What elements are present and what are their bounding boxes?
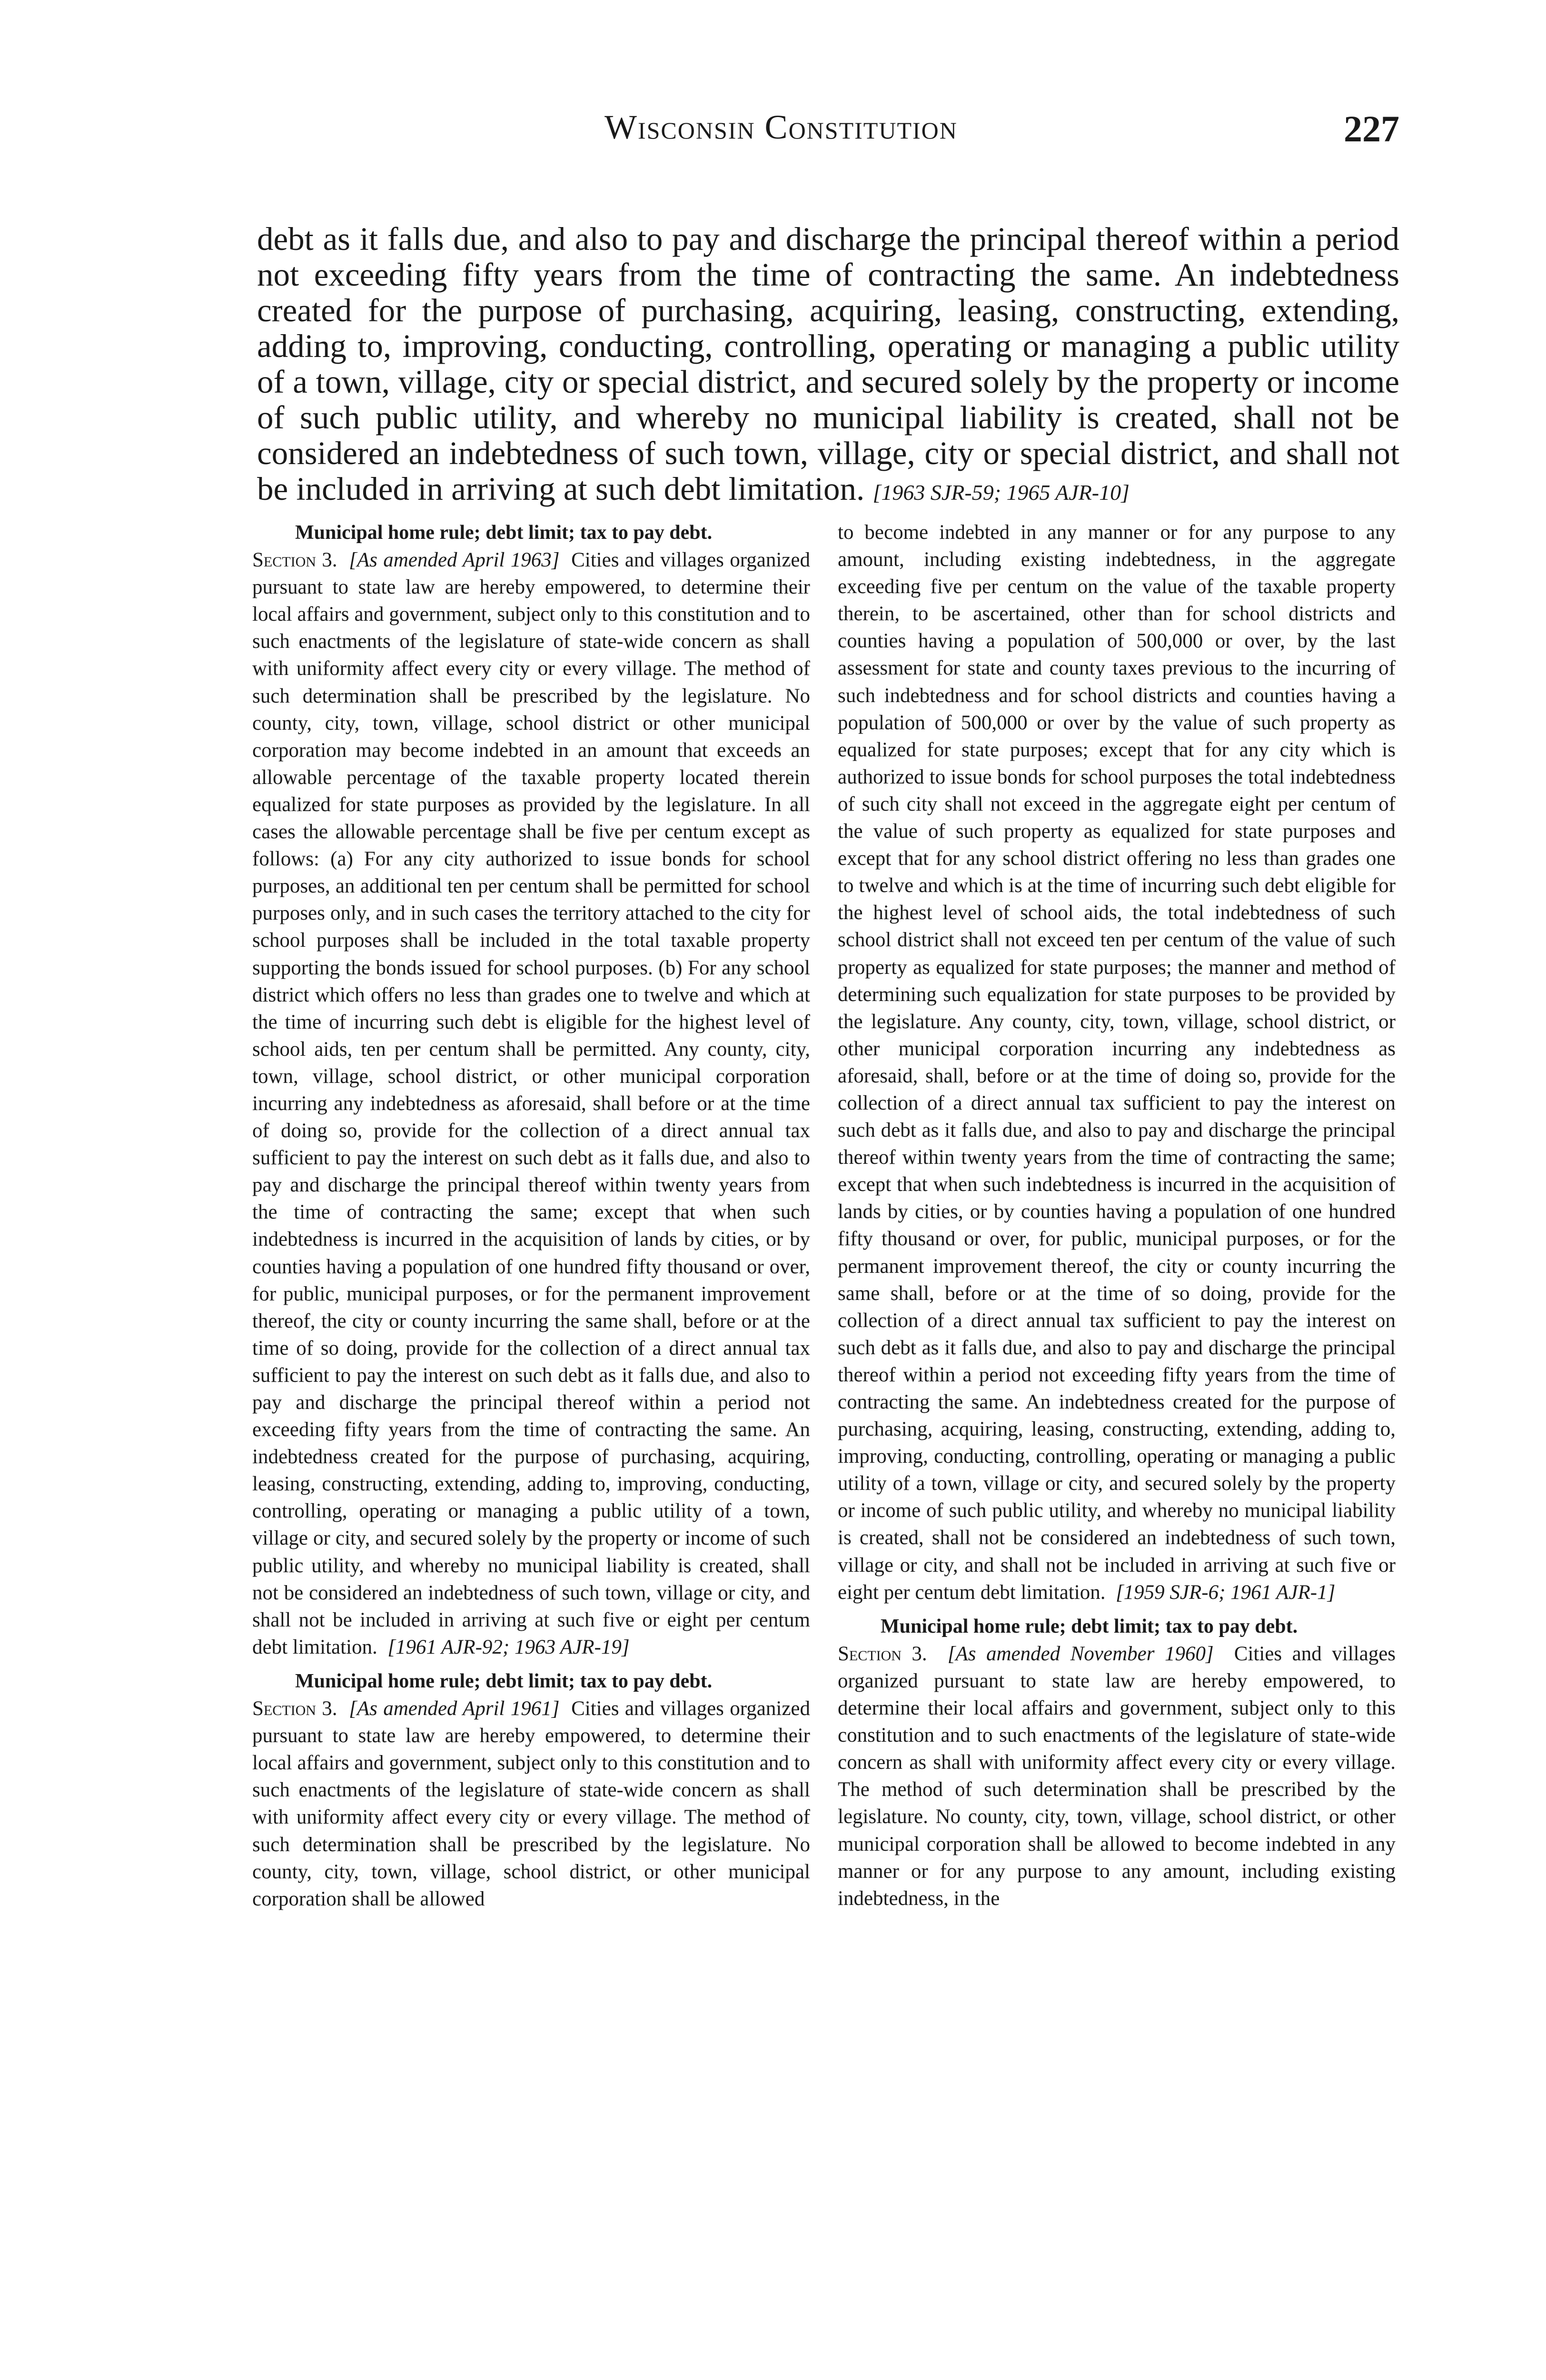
section-citation: [1959 SJR-6; 1961 AJR-1] bbox=[1115, 1581, 1336, 1604]
amendment-note: [As amended November 1960] bbox=[947, 1642, 1214, 1665]
running-header bbox=[257, 108, 1399, 160]
section-body: Cities and villages organized pursuant to state law are hereby empowered, to determine their local affairs and government, subject only to this constitution and to such enactments of the legislature of state-wide concern as shall with uniformity affect every city or every village. The method of such determination shall be prescribed by the legislature. No county, city, town, village, school district, or other municipal corporation shall be allowed bbox=[252, 1697, 810, 1910]
section-paragraph bbox=[838, 519, 1396, 1606]
page-number: 227 bbox=[1344, 108, 1399, 149]
section-heading-text: Municipal home rule; debt limit; tax to pay debt. bbox=[295, 522, 713, 544]
section-heading bbox=[252, 519, 810, 546]
section-body: to become indebted in any manner or for any purpose to any amount, including existing indebtedness, in the aggregate exceeding five per centum on the value of the taxable property therein, to be ascertained, other than for school districts and counties having a population of 500,000 or over, by the last assessment for state and county taxes previous to the incurring of such indebtedness and for school districts and counties having a population of 500,000 or over by the value of such property as equalized for state purposes; except that for any city which is authorized to issue bonds for school purposes the total indebtedness of such city shall not exceed in the aggregate eight per centum of the value of such property as equalized for state purposes and except that for any school district offering no less than grades one to twelve and which is at the time of incurring such debt eligible for the highest level of school aids, the total indebtedness of such school district shall not exceed ten per centum of the value of such property as equalized for state purposes; the manner and method of determining such equalization for state purposes to be provided by the legislature. Any county, city, town, village, school district, or other municipal corporation incurring any indebtedness as aforesaid, shall, before or at the time of doing so, provide for the collection of a direct annual tax sufficient to pay the interest on such debt as it falls due, and also to pay and discharge the principal thereof within twenty years from the time of contracting the same; except that when such indebtedness is incurred in the acquisition of lands by cities, or by counties having a population of one hundred fifty thousand or over, for public, municipal purposes, or for the permanent improvement thereof, the city or county incurring the same shall, before or at the time of so doing, provide for the collection of a direct annual tax sufficient to pay the interest on such debt as it falls due, and also to pay and discharge the principal thereof within a period not exceeding fifty years from the time of contracting the same. An indebtedness created for the purpose of purchasing, acquiring, leasing, constructing, extending, adding to, improving, conducting, controlling, operating or managing a public utility of a town, village or city, and secured solely by the property or income of such public utility, and whereby no municipal liability is created, shall not be considered an indebtedness of such town, village or city, and shall not be included in arriving at such five or eight per centum debt limitation. bbox=[838, 521, 1396, 1604]
section-heading bbox=[838, 1613, 1396, 1640]
section-heading-text: Municipal home rule; debt limit; tax to pay debt. bbox=[881, 1615, 1298, 1637]
section-label: Section 3. bbox=[252, 549, 337, 572]
section-citation: [1961 AJR-92; 1963 AJR-19] bbox=[387, 1636, 630, 1658]
lead-citation: [1963 SJR-59; 1965 AJR-10] bbox=[872, 480, 1130, 505]
section-heading bbox=[252, 1667, 810, 1695]
running-title: Wisconsin Constitution bbox=[605, 108, 958, 146]
section-paragraph bbox=[252, 1695, 810, 1913]
right-column bbox=[838, 519, 1396, 1912]
section-paragraph bbox=[252, 546, 810, 1661]
amendment-note: [As amended April 1961] bbox=[349, 1697, 560, 1720]
left-column bbox=[252, 519, 810, 1913]
lead-paragraph bbox=[257, 221, 1399, 510]
section-paragraph bbox=[838, 1640, 1396, 1912]
section-body: Cities and villages organized pursuant to state law are hereby empowered, to determine their local affairs and government, subject only to this constitution and to such enactments of the legislature of state-wide concern as shall with uniformity affect every city or every village. The method of such determination shall be prescribed by the legislature. No county, city, town, village, school district or other municipal corporation may become indebted in an amount that exceeds an allowable percentage of the taxable property located therein equalized for state purposes as provided by the legislature. In all cases the allowable percentage shall be five per centum except as follows: (a) For any city authorized to issue bonds for school purposes, an additional ten per centum shall be permitted for school purposes only, and in such cases the territory attached to the city for school purposes shall be included in the total taxable property supporting the bonds issued for school purposes. (b) For any school district which offers no less than grades one to twelve and which at the time of incurring such debt is eligible for the highest level of school aids, ten per centum shall be permitted. Any county, city, town, village, school district, or other municipal corporation incurring any indebtedness as aforesaid, shall before or at the time of doing so, provide for the collection of a direct annual tax sufficient to pay the interest on such debt as it falls due, and also to pay and discharge the principal thereof within twenty years from the time of contracting the same; except that when such indebtedness is incurred in the acquisition of lands by cities, or by counties having a population of one hundred fifty thousand or over, for public, municipal purposes, or for the permanent improvement thereof, the city or county incurring the same shall, before or at the time of so doing, provide for the collection of a direct annual tax sufficient to pay the interest on such debt as it falls due, and also to pay and discharge the principal thereof within a period not exceeding fifty years from the time of contracting the same. An indebtedness created for the purpose of purchasing, acquiring, leasing, constructing, extending, adding to, improving, conducting, controlling, operating or managing a public utility of a town, village or city, and secured solely by the property or income of such public utility, and whereby no municipal liability is created, shall not be considered an indebtedness of such town, village or city, and shall not be included in arriving at such five or eight per centum debt limitation. bbox=[252, 549, 810, 1658]
section-label: Section 3. bbox=[252, 1697, 337, 1720]
section-label: Section 3. bbox=[838, 1642, 927, 1665]
amendment-note: [As amended April 1963] bbox=[349, 549, 560, 572]
section-heading-text: Municipal home rule; debt limit; tax to pay debt. bbox=[295, 1670, 713, 1692]
section-body: Cities and villages organized pursuant to state law are hereby empowered, to determine their local affairs and government, subject only to this constitution and to such enactments of the legislature of state-wide concern as shall with uniformity affect every city or every village. The method of such determination shall be prescribed by the legislature. No county, city, town, village, school district, or other municipal corporation shall be allowed to become indebted in any manner or for any purpose to any amount, including existing indebtedness, in the bbox=[838, 1642, 1396, 1910]
lead-text: debt as it falls due, and also to pay and discharge the principal thereof within a period not exceeding fifty years from the time of contracting the same. An indebtedness created for the purpose of purchasing, acquiring, leasing, constructing, extending, adding to, improving, conducting, controlling, operating or managing a public utility of a town, village, city or special district, and secured solely by the property or income of such public utility, and whereby no municipal liability is created, shall not be considered an indebtedness of such town, village, city or special district, and shall not be included in arriving at such debt limitation. bbox=[257, 221, 1399, 507]
